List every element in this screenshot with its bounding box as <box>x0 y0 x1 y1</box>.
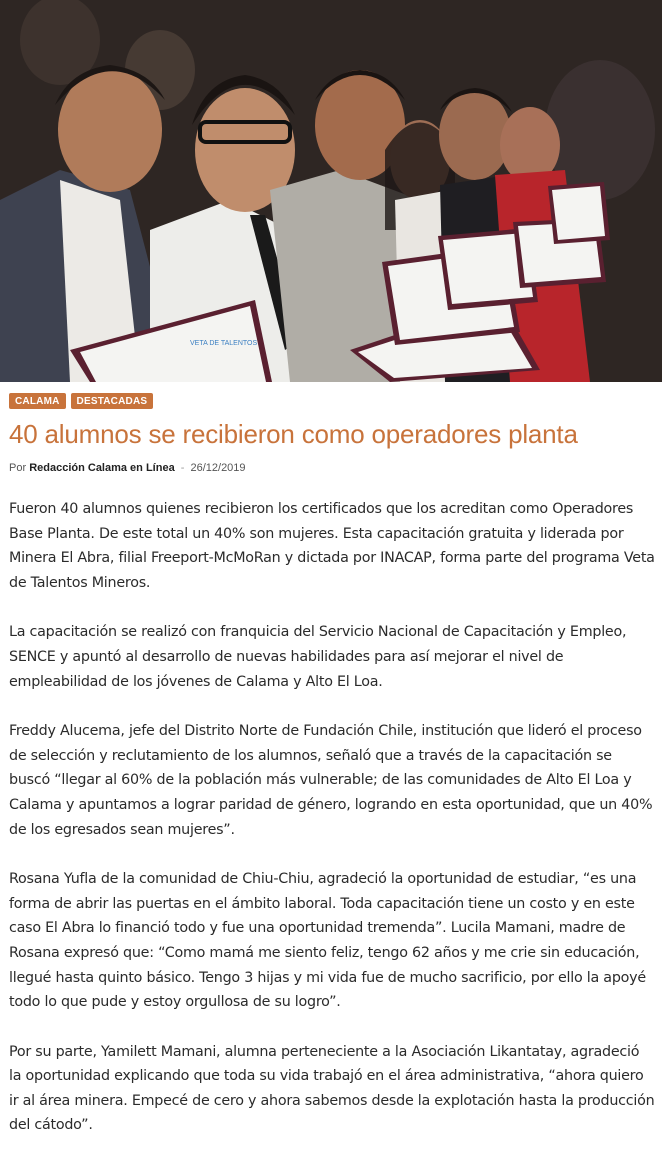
publish-date: 26/12/2019 <box>190 462 246 474</box>
article-meta <box>9 462 246 474</box>
author-link[interactable]: Redacción Calama en Línea <box>29 462 175 474</box>
article-title: 40 alumnos se recibieron como operadores planta <box>9 419 578 449</box>
by-label: Por <box>9 462 27 474</box>
paragraph: Por su parte, Yamilett Mamani, alumna perteneciente a la Asociación Likantatay, agradeció la oportunidad explicando que toda su vida trabajó en el área administrativa, “ahora quiero ir al área minera. Empecé de cero y ahora sabemos desde la explotación hasta la producción del cátodo”. <box>9 1043 655 1134</box>
paragraph: Freddy Alucema, jefe del Distrito Norte de Fundación Chile, institución que lideró el proceso de selección y reclutamiento de los alumnos, señaló que a través de la capacitación se buscó “llegar al 60% de la población más vulnerable; de las comunidades de Alto El Loa y Calama y apuntamos a lograr paridad de género, logrando en esta oportunidad, que un 40% de los egresados sean mujeres”. <box>9 723 653 838</box>
paragraph: La capacitación se realizó con franquicia del Servicio Nacional de Capacitación y Empleo, SENCE y apuntó al desarrollo de nuevas habilidades para así mejorar el nivel de empleabilidad de los jóvenes de Calama y Alto El Loa. <box>9 624 627 690</box>
paragraph: Rosana Yufla de la comunidad de Chiu-Chiu, agradeció la oportunidad de estudiar, “es una forma de abrir las puertas en el ámbito laboral. Toda capacitación tiene un costo y en este caso El Abra lo financió todo y fue una oportunidad tremenda”. Lucila Mamani, madre de Rosana expresó que: “Como mamá me siento feliz, tengo 62 años y me crie sin educación, llegué hasta quinto básico. Tengo 3 hijas y mi vida fue de mucho sacrificio, por ello la apoyé todo lo que pude y estoy orgullosa de su logro”. <box>9 871 646 1011</box>
article-body <box>9 497 655 1163</box>
paragraph: Fueron 40 alumnos quienes recibieron los certificados que los acreditan como Operadores Base Planta. De este total un 40% son mujeres. Esta capacitación gratuita y liderada por Minera El Abra, filial Freeport-McMoRan y dictada por INACAP, forma parte del programa Veta de Talentos Mineros. <box>9 501 655 591</box>
category-tags <box>9 393 153 409</box>
meta-separator: - <box>180 462 185 474</box>
hero-image <box>0 0 662 382</box>
category-destacadas[interactable]: DESTACADAS <box>71 393 154 409</box>
svg-text:VETA DE TALENTOS: VETA DE TALENTOS <box>190 340 258 347</box>
category-calama[interactable]: CALAMA <box>9 393 66 409</box>
